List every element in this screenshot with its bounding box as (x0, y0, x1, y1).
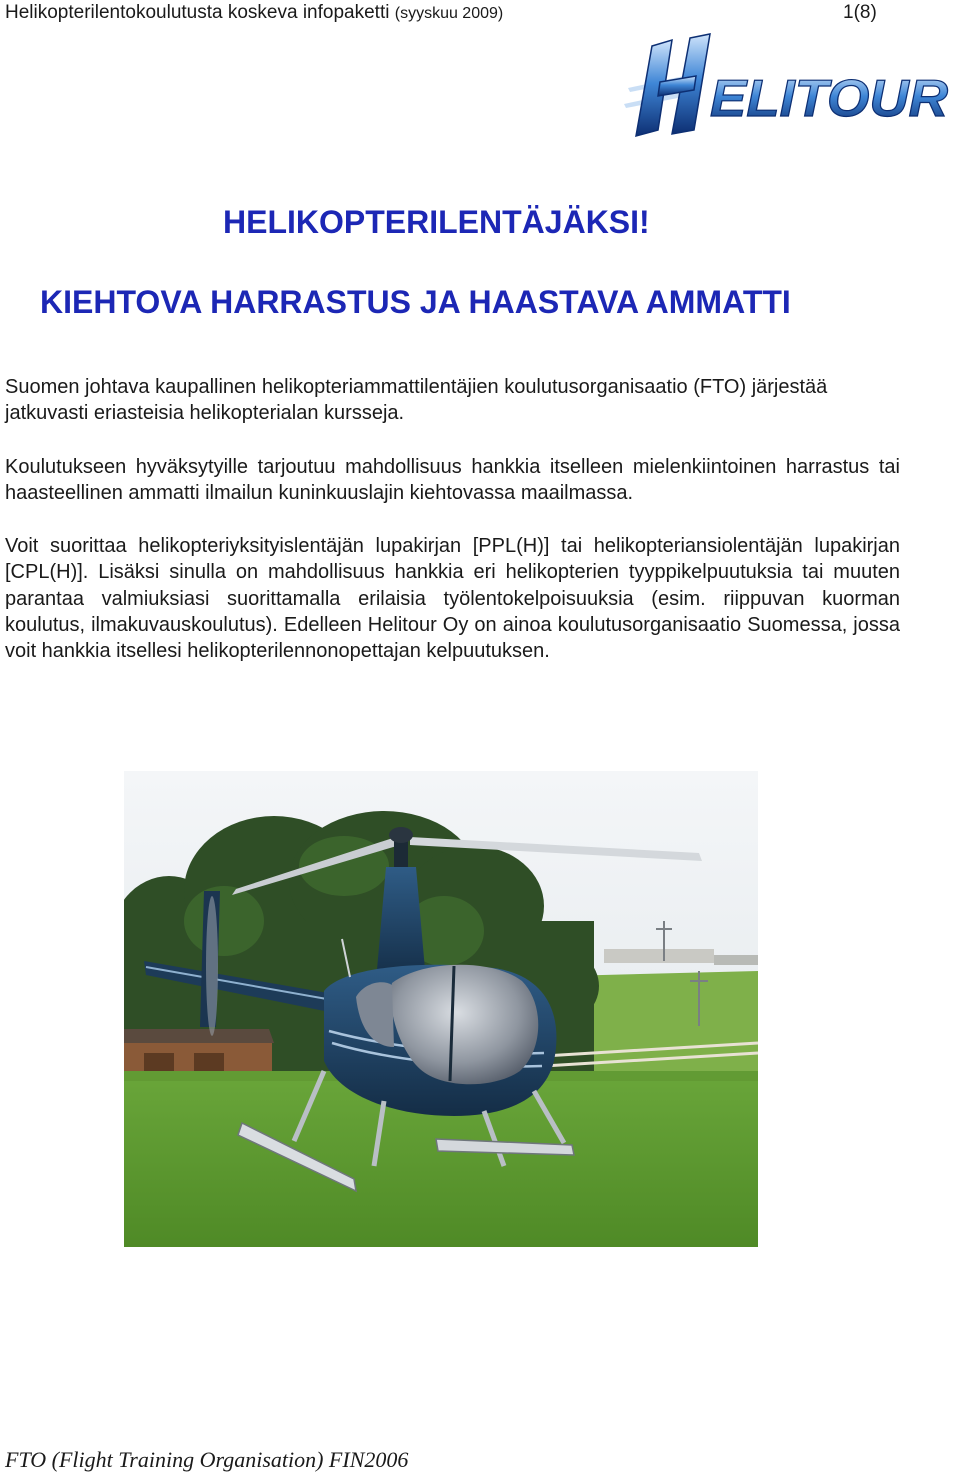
document-title: Helikopterilentokoulutusta koskeva infopaketti (5, 2, 390, 23)
document-date: (syyskuu 2009) (394, 5, 504, 22)
page-number: 1(8) (843, 2, 877, 23)
logo-text: ELITOUR (710, 70, 949, 128)
photo-mast (394, 839, 408, 869)
license-paragraph: Voit suorittaa helikopteriyksityislentäjän lupakirjan [PPL(H)] tai helikopteriansiolentäjän lupakirjan [CPL(H)]. Lisäksi sinulla on mahdollisuus hankkia eri helikopterien tyyppikelpuutuksia tai muuten parantaa valmiuksiasi suorittamalla erilaisia työlentokelpoisuuksia (esim. riippuvan kuorman koulutus, ilmakuvauskoulutus). Edelleen Helitour Oy on ainoa koulutusorganisaatio Suomessa, jossa voit hankkia itsellesi helikopterilennonopettajan kelpuutuksen. (5, 535, 900, 663)
logo-letter-h (636, 34, 710, 136)
training-paragraph: Koulutukseen hyväksytyille tarjoutuu mahdollisuus hankkia itselleen mielenkiintoinen harrastus tai haasteellinen ammatti ilmailun kuninkuuslajin kiehtovassa maailmassa. (5, 456, 900, 505)
sub-heading: KIEHTOVA HARRASTUS JA HAASTAVA AMMATTI (40, 284, 791, 320)
document-header (5, 1, 503, 26)
photo-distant-buildings (604, 949, 714, 963)
helicopter-photo (124, 771, 758, 1247)
footer-text: FTO (Flight Training Organisation) FIN2006 (5, 1447, 409, 1472)
main-heading: HELIKOPTERILENTÄJÄKSI! (223, 204, 650, 240)
helitour-logo (624, 30, 954, 142)
intro-paragraph: Suomen johtava kaupallinen helikopteriammattilentäjien koulutusorganisaatio (FTO) järjestää jatkuvasti eriasteisia helikopterialan kursseja. (5, 376, 828, 425)
